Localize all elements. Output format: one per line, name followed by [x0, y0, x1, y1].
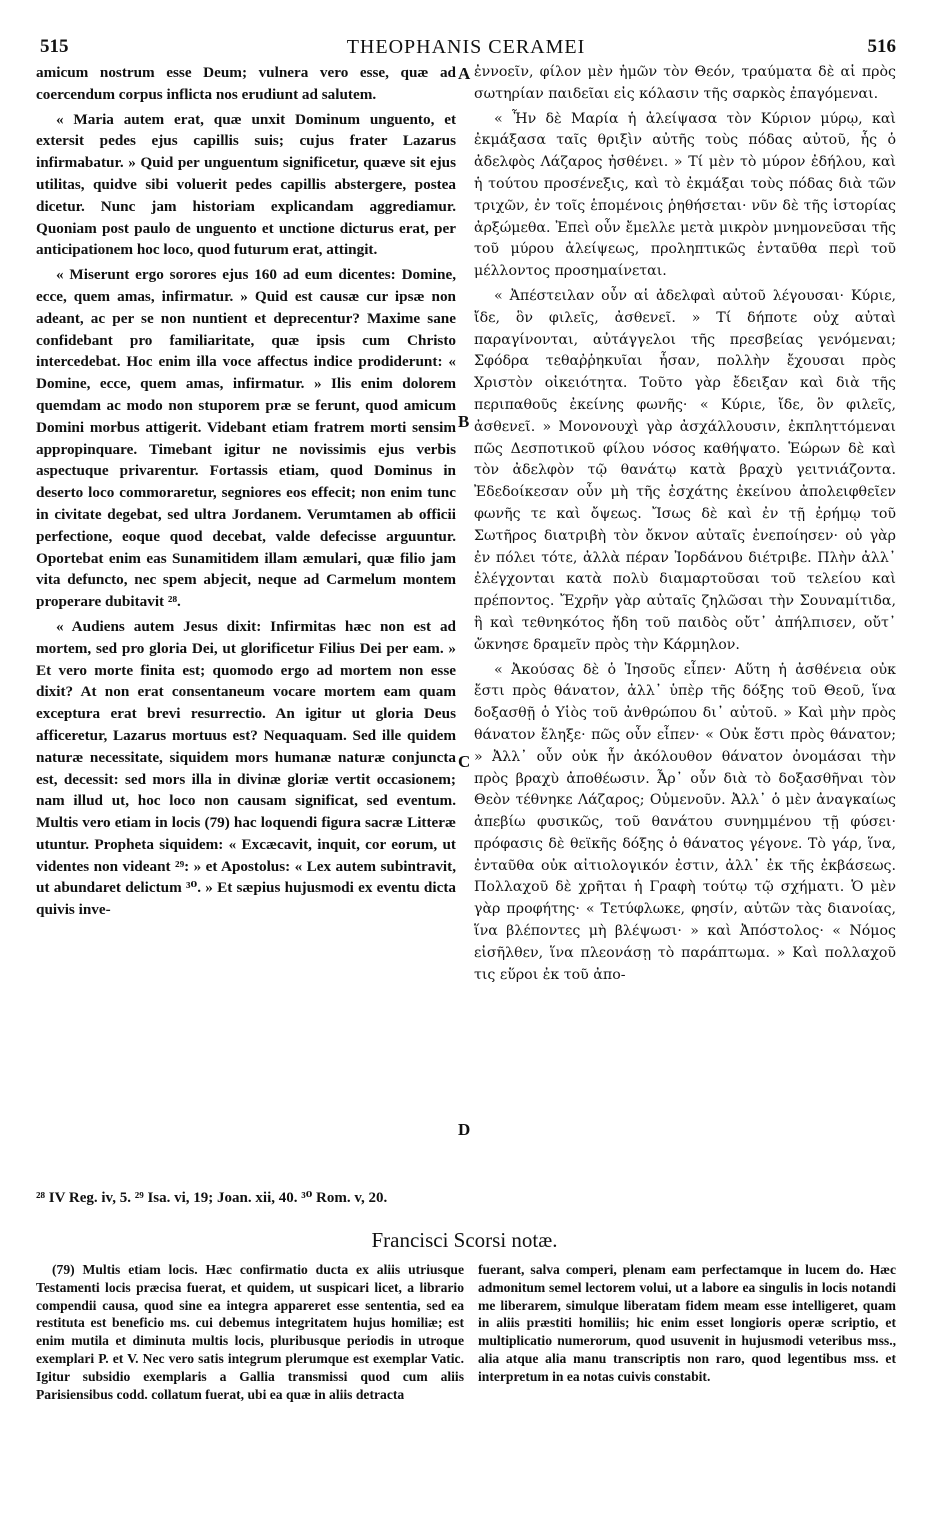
latin-paragraph: « Audiens autem Jesus dixit: Infirmitas hæc non est ad mortem, sed pro gloria Dei, ut glorificetur Filius Dei per eam. » Et vero morte finita est; quomodo ergo ad mortem non esse dixit? At non erat consentaneum vocare mortem eam quam exceptura erat brevi resurrectio. An igitur ut gloria Deus afficeretur, Lazarus mortuus est? Nequaquam. Sed ille quidem naturæ necessitate, siquidem mors humanæ naturæ conjuncta est, decessit: sed mors illa in divinæ gloriæ vertit occasionem; nam illud ut, hoc loco non causam significat, sed eventum. Multis vero etiam in locis (79) hac loquendi figura sacræ Litteræ utuntur. Propheta siquidem: « Excæcavit, inquit, cor eorum, ut videntes non videant ²⁹: » et Apostolus: « Lex autem subintravit, ut abundaret delictum ³⁰. » Et sæpius hujusmodi ex eventu dicta quivis inve- — [36, 617, 456, 919]
note-paragraph: fuerant, salva comperi, plenam eam perfectamque in lucem do. Hæc admonitum semel lectorem volui, ut a labore ea singulis in locis notandi me liberarem, simulque liberatam fidem meam esse intelligeret, quam in aliis præstiti homiliis; hic enim esset longioris operæ scriptio, et multiplicatio numerorum, quod usuvenit in hujusmodi veteribus mss., alia atque alia manu transcriptis non raro, quod legentibus mss. et interpretum in ea notas cuivis constabit. — [478, 1262, 896, 1384]
latin-paragraph: « Miserunt ergo sorores ejus 160 ad eum dicentes: Domine, ecce, quem amas, infirmatur. » Quid est causæ cur ipsæ non adeant, ac per se non nuntient et deprecentur? Maxime sane confidebant pro familiaritate, quæ ipsis cum Christo intercedebat. Hoc enim illa voce affectus indice prodiderunt: « Domine, ecce, quem amas, infirmatur. » Ilis enim dolorem quemdam ac modo non stuporem præ se ferunt, quod amicum Domini morbus attigerit. Videbant etiam fratrem morti sensim appropinquare. Timebant igitur ne novissimis ejus verbis aspectuque privarentur. Fortassis etiam, quod Dominus in deserto loco commoraretur, segniores eos effecit; non enim tunc in civitate degebat, sed ultra Jordanem. Verumtamen ab officii perfectione, eoque quod decebat, valde defecisse arguuntur. Oportebat enim eas Sunamitidem illam æmulari, quæ filio jam vita defuncto, nec spem abjecit, neque ad Carmelum montem properare dubitavit ²⁸. — [36, 266, 456, 611]
notes-right-column — [478, 1261, 896, 1386]
margin-marker-d: D — [458, 1120, 471, 1139]
greek-paragraph: « Ἦν δὲ Μαρία ἡ ἀλείψασα τὸν Κύριον μύρῳ, καὶ ἐκμάξασα ταῖς θριξὶν αὐτῆς τοὺς πόδας αὐτοῦ, ἧς ὁ ἀδελφὸς Λάζαρος ἠσθένει. » Τί μὲν τὸ μύρον ἐδήλου, καὶ ἡ τούτου προσένεξις, καὶ τὸ ἐκμάξαι τοὺς πόδας διὰ τῶν τριχῶν, ἐν τοῖς ἑπομένοις ῥηθήσεται· νῦν δὲ τῆς ἱστορίας ἀρξώμεθα. Ἐπεὶ οὖν ἔμελλε μετὰ μικρὸν μνημονεῦσαι τῆς τοῦ μύρου ἀλείψεως, προληπτικῶς ἐνταῦθα περὶ τοῦ μέλλοντος προσημαίνεται. — [474, 110, 896, 280]
latin-column — [36, 62, 456, 924]
notes-title: Francisci Scorsi notæ. — [371, 1228, 558, 1252]
note-paragraph: (79) Multis etiam locis. Hæc confirmatio ducta ex aliis utriusque Testamenti locis præcisa fuerat, et quidem, ut suspicari licet, a librario compendii causa, quod sine ea integra appareret esse sententia, sed ea restituta est beneficio ms. cui debemus integritatem hujus homiliæ; est enim mutila et diminuta multis locis, pluribusque periodis in utroque exemplari P. et V. Nec vero satis integrum plerumque est exemplar Vatic. Igitur subsidio exemplaris a Gallia transmissi quod cum aliis Parisiensibus codd. collatum fuerat, ubi ea quæ in aliis detracta — [36, 1262, 464, 1402]
latin-paragraph: amicum nostrum esse Deum; vulnera vero esse, quæ ad coercendum corpus inflicta nos erudiunt ad salutem. — [36, 64, 456, 103]
page-number-left: 515 — [40, 36, 69, 57]
greek-paragraph: « Ἀπέστειλαν οὖν αἱ ἀδελφαὶ αὐτοῦ λέγουσαι· Κύριε, ἴδε, ὃν φιλεῖς, ἀσθενεῖ. » Τί δήποτε οὐχ αὐταὶ παραγίνονται, αὐτάγγελοι τῆς πρεσβείας γενόμεναι; Σφόδρα τεθαῤῥηκυῖαι ἦσαν, πολλὴν ἔχουσαι πρὸς Χριστὸν οἰκειότητα. Τοῦτο γὰρ ἔδειξαν καὶ διὰ τῆς περιπαθοῦς ἐκείνης φωνῆς· « Κύριε, ἴδε, ὃν φιλεῖς, ἀσθενεῖ. » Μονονουχὶ γὰρ ἀσχάλλουσιν, ἐκπληττόμεναι πῶς Δεσποτικοῦ φίλου νόσος καθήψατο. Ἑώρων δὲ καὶ τὸν ἀδελφὸν τῷ θανάτῳ κατὰ βραχὺ γειτνιάζοντα. Ἐδεδοίκεσαν οὖν μὴ τῆς ἐσχάτης ἐκείνου ἀπολειφθεῖεν φωνῆς τε καὶ ὄψεως. Ἴσως δὲ καὶ ἐν τῇ ἐρήμῳ τοῦ Σωτῆρος διατριβὴ τὸν ὄκνον αὐταῖς ἐνεποίησεν· οὐ γὰρ ἐν πόλει τότε, ἀλλὰ πέραν Ἰορδάνου διέτριβε. Πλὴν ἀλλ᾿ ἐλέγχονται κατὰ πολὺ διαμαρτοῦσαι τοῦ τελείου καὶ πρέποντος. Ἔχρῆν γὰρ αὐταῖς ζηλῶσαι τὴν Σουναμίτιδα, ἣ καὶ τεθνηκότος ἤδη τοῦ παιδὸς οὔτ᾿ ἀπήλπισεν, οὔτ᾿ ὤκνησε δραμεῖν πρὸς τὴν Κάρμηλον. — [474, 287, 896, 653]
greek-paragraph: ἐννοεῖν, φίλον μὲν ἡμῶν τὸν Θεόν, τραύματα δὲ αἱ πρὸς σωτηρίαν παιδεῖαι εἰς κόλασιν τῆς σαρκὸς ἐπαγόμεναι. — [474, 64, 896, 102]
greek-paragraph: « Ἀκούσας δὲ ὁ Ἰησοῦς εἶπεν· Αὕτη ἡ ἀσθένεια οὐκ ἔστι πρὸς θάνατον, ἀλλ᾿ ὑπὲρ τῆς δόξης τοῦ Θεοῦ, ἵνα δοξασθῇ ὁ Υἱὸς τοῦ ἀνθρώπου δι᾿ αὐτοῦ. » Καὶ μὴν πρὸς θάνατον ἔληξε· πῶς οὖν εἶπεν· « Οὐκ ἔστι πρὸς θάνατον; » Ἀλλ᾿ οὖν οὐκ ἦν ἀκόλουθον θάνατον ὀνομάσαι τὴν πρὸς βραχὺ ἀποθέωσιν. Ἆρ᾿ οὖν διὰ τὸ δοξασθῆναι τὸν Θεὸν τέθνηκε Λάζαρος; Οὐμενοῦν. Ἀλλ᾿ ὁ μὲν ἀναγκαίως ἀπεβίω φυσικῶς, τοῦ θανάτου συνημμένου τῇ φύσει· πρόφασις δὲ θεϊκῆς δόξης ὁ θάνατος γέγονε. Τὸ γάρ, ἵνα, ἐνταῦθα οὐκ αἰτιολογικόν ἐστιν, ἀλλ᾿ ἐκ τῆς ἐκβάσεως. Πολλαχοῦ δὲ χρῆται ἡ Γραφὴ τούτῳ τῷ σχήματι. Ὁ μὲν γὰρ προφήτης· « Τετύφλωκε, φησίν, αὐτῶν τὰς διανοίας, ἵνα βλέποντες μὴ βλέψωσι· » καὶ Ἀπόστολος· « Νόμος εἰσῆλθεν, ἵνα πλεονάσῃ τὸ παράπτωμα. » Καὶ πολλαχοῦ τις εὕροι ἐκ τοῦ ἀπο- — [474, 661, 896, 983]
margin-marker-c: C — [458, 752, 471, 771]
page-number-right: 516 — [867, 36, 896, 57]
footnotes: ²⁸ IV Reg. iv, 5. ²⁹ Isa. vi, 19; Joan. xii, 40. ³⁰ Rom. v, 20. — [36, 1190, 388, 1206]
margin-marker-a: A — [458, 64, 471, 83]
page-title: THEOPHANIS CERAMEI — [346, 36, 586, 58]
latin-paragraph: « Maria autem erat, quæ unxit Dominum unguento, et extersit pedes ejus capillis suis; cujus frater Lazarus infirmabatur. » Quid per unguentum significetur, quæve sit ejus utilitas, quidve sibi voluerit pedes capillis abstergere, postea dicetur. Nunc jam historiam explicandam aggrediamur. Quoniam post paulo de unguento et unctione dicturus erat, per anticipationem hoc loco, quod futurum erat, attingit. — [36, 110, 456, 259]
running-head — [36, 36, 896, 60]
margin-marker-b: B — [458, 412, 470, 431]
notes-left-column — [36, 1261, 464, 1403]
greek-column — [474, 62, 896, 989]
